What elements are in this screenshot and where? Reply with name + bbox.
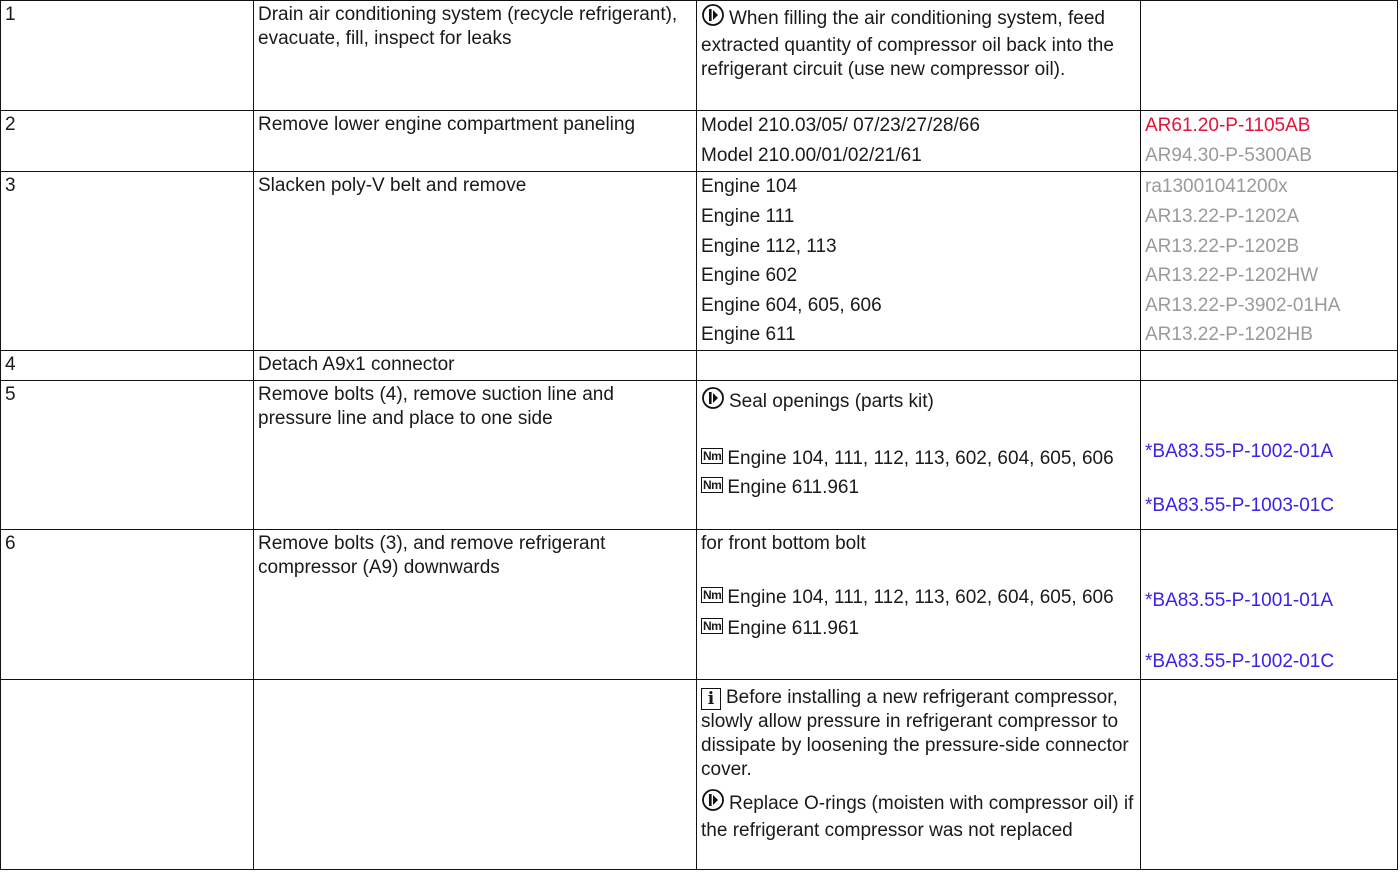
step-refs-cell bbox=[1141, 172, 1398, 351]
step-number bbox=[1, 679, 254, 869]
ref-link[interactable]: AR13.22-P-1202A bbox=[1145, 206, 1300, 227]
torque-label: Engine 104, 111, 112, 113, 602, 604, 605, 606 bbox=[727, 586, 1114, 608]
ref-link[interactable]: AR13.22-P-1202B bbox=[1145, 235, 1300, 257]
step-task: Remove bolts (3), and remove refrigerant compressor (A9) downwards bbox=[254, 529, 697, 679]
ref-link[interactable]: *BA83.55-P-1002-01A bbox=[1145, 440, 1334, 462]
ref-link[interactable]: *BA83.55-P-1001-01A bbox=[1145, 589, 1334, 611]
step-refs-cell bbox=[1141, 529, 1398, 679]
ref-link[interactable]: AR61.20-P-1105AB bbox=[1145, 115, 1311, 136]
item-label: Engine 112, 113 bbox=[701, 235, 837, 257]
step-note: Seal openings (parts kit) bbox=[729, 390, 934, 412]
ref-link[interactable]: AR13.22-P-1202HB bbox=[1145, 324, 1313, 345]
torque-label: Engine 104, 111, 112, 113, 602, 604, 605, 606 bbox=[727, 447, 1114, 469]
ref-link[interactable]: AR94.30-P-5300AB bbox=[1145, 145, 1312, 166]
table-row bbox=[1, 350, 1398, 380]
note-icon bbox=[701, 788, 725, 819]
step-note-cell bbox=[697, 529, 1141, 679]
ref-link[interactable]: *BA83.55-P-1002-01C bbox=[1145, 650, 1335, 672]
step-ref-cell bbox=[1141, 1, 1398, 111]
empty-cell bbox=[697, 350, 1141, 380]
step-number: 5 bbox=[1, 380, 254, 529]
step-note: for front bottom bolt bbox=[701, 532, 866, 554]
note-icon bbox=[701, 3, 725, 34]
info-icon: i bbox=[701, 688, 721, 710]
torque-label: Engine 611.961 bbox=[727, 476, 860, 498]
table-row bbox=[1, 679, 1398, 869]
step-note-cell bbox=[697, 1, 1141, 111]
step-note-cell bbox=[697, 380, 1141, 529]
info-note: Before installing a new refrigerant compressor, slowly allow pressure in refrigerant compressor to dissipate by loosening the pressure-side connector cover. bbox=[701, 686, 1129, 780]
torque-icon: Nm bbox=[703, 477, 722, 492]
step-task: Slacken poly-V belt and remove bbox=[254, 172, 697, 351]
step-refs-cell bbox=[1141, 380, 1398, 529]
item-label: Engine 602 bbox=[701, 265, 798, 286]
torque-icon: Nm bbox=[703, 587, 722, 602]
item-label: Engine 111 bbox=[701, 206, 795, 227]
item-label: Engine 604, 605, 606 bbox=[701, 294, 882, 316]
note-icon bbox=[701, 386, 725, 417]
step-items-cell bbox=[697, 111, 1141, 172]
step-number: 4 bbox=[1, 350, 254, 380]
torque-label: Engine 611.961 bbox=[727, 617, 860, 639]
step-number: 1 bbox=[1, 1, 254, 111]
step-task bbox=[254, 679, 697, 869]
step-number: 2 bbox=[1, 111, 254, 172]
table-row bbox=[1, 529, 1398, 679]
item-label: Model 210.03/05/ 07/23/27/28/66 bbox=[701, 115, 980, 136]
step-refs-cell bbox=[1141, 111, 1398, 172]
item-label: Engine 104 bbox=[701, 176, 798, 197]
item-label: Model 210.00/01/02/21/61 bbox=[701, 145, 922, 166]
table-row bbox=[1, 1, 1398, 111]
table-row bbox=[1, 172, 1398, 351]
step-note: When filling the air conditioning system, feed extracted quantity of compressor oil back into the refrigerant circuit (use new compressor oil). bbox=[701, 8, 1114, 80]
table-row bbox=[1, 380, 1398, 529]
step-number: 3 bbox=[1, 172, 254, 351]
step-note-cell bbox=[697, 679, 1141, 869]
table-row bbox=[1, 111, 1398, 172]
step-task: Detach A9x1 connector bbox=[254, 350, 697, 380]
ref-link[interactable]: AR13.22-P-1202HW bbox=[1145, 265, 1319, 286]
torque-icon: Nm bbox=[703, 448, 722, 463]
ref-link[interactable]: AR13.22-P-3902-01HA bbox=[1145, 294, 1341, 316]
step-number: 6 bbox=[1, 529, 254, 679]
step-task: Remove bolts (4), remove suction line and pressure line and place to one side bbox=[254, 380, 697, 529]
empty-cell bbox=[1141, 679, 1398, 869]
ref-link[interactable]: ra13001041200x bbox=[1145, 176, 1288, 197]
empty-cell bbox=[1141, 350, 1398, 380]
step-task: Remove lower engine compartment paneling bbox=[254, 111, 697, 172]
step-items-cell bbox=[697, 172, 1141, 351]
item-label: Engine 611 bbox=[701, 324, 796, 345]
torque-icon: Nm bbox=[703, 618, 722, 633]
step-task: Drain air conditioning system (recycle refrigerant), evacuate, fill, inspect for leaks bbox=[254, 1, 697, 111]
step-note: Replace O-rings (moisten with compressor oil) if the refrigerant compressor was not replaced bbox=[701, 792, 1134, 841]
ref-link[interactable]: *BA83.55-P-1003-01C bbox=[1145, 494, 1335, 516]
